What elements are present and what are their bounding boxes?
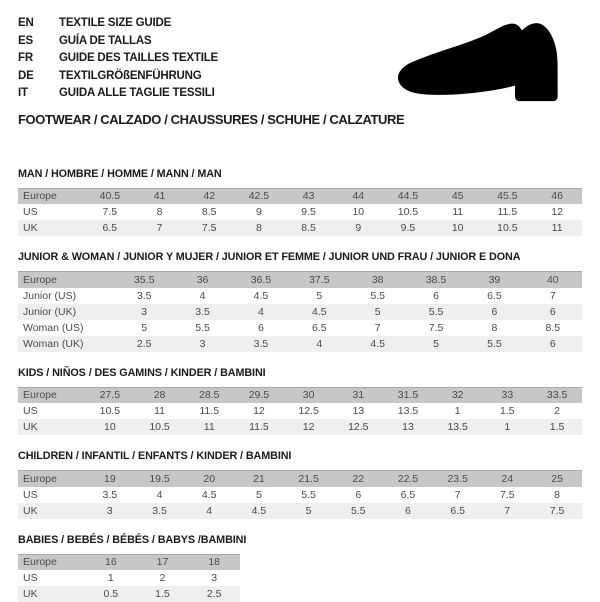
section-title-babies: BABIES / BEBÉS / BÉBÉS / BABYS /BAMBINI: [18, 534, 582, 547]
size-table-children: [18, 470, 582, 519]
size-cell: 24: [483, 471, 533, 487]
size-cell: 6: [383, 503, 433, 519]
size-cell: 1: [433, 403, 483, 419]
size-cell: 8: [465, 320, 523, 336]
size-cell: 4.5: [349, 336, 407, 352]
size-cell: 22: [333, 471, 383, 487]
size-cell: 10: [333, 204, 383, 220]
row-label: UK: [18, 220, 85, 236]
row-label: Junior (US): [18, 288, 115, 304]
size-cell: 13.5: [383, 403, 433, 419]
table-row: [18, 487, 582, 503]
size-cell: 28.5: [184, 387, 234, 403]
table-row: [18, 387, 582, 403]
size-cell: 5.5: [333, 503, 383, 519]
language-label: GUIDE DES TAILLES TEXTILE: [59, 50, 218, 68]
size-cell: 3: [173, 336, 231, 352]
size-cell: 9.5: [383, 220, 433, 236]
size-cell: 4.5: [184, 487, 234, 503]
row-label: Europe: [18, 471, 85, 487]
size-tables: [18, 168, 582, 602]
row-label: US: [18, 403, 85, 419]
size-cell: 6: [524, 336, 582, 352]
size-cell: 4: [135, 487, 185, 503]
size-section-children: [18, 450, 582, 519]
size-cell: 8.5: [524, 320, 582, 336]
size-table-junior-woman: [18, 271, 582, 352]
size-cell: 2.5: [115, 336, 173, 352]
size-cell: 25: [532, 471, 582, 487]
size-cell: 11: [433, 204, 483, 220]
table-row: [18, 204, 582, 220]
row-label: UK: [18, 419, 85, 435]
size-cell: 3: [85, 503, 135, 519]
size-cell: 27.5: [85, 387, 135, 403]
size-cell: 3.5: [135, 503, 185, 519]
size-cell: 1.5: [137, 586, 189, 602]
language-code: IT: [18, 85, 59, 103]
size-cell: 10.5: [483, 220, 533, 236]
row-label: Europe: [18, 387, 85, 403]
size-cell: 40.5: [85, 188, 135, 204]
size-cell: 4.5: [290, 304, 348, 320]
size-cell: 4: [290, 336, 348, 352]
row-label: Woman (US): [18, 320, 115, 336]
table-row: [18, 570, 240, 586]
language-code: EN: [18, 15, 59, 33]
size-cell: 31: [333, 387, 383, 403]
table-row: [18, 272, 582, 288]
language-label: GUIDA ALLE TAGLIE TESSILI: [59, 85, 215, 103]
size-cell: 5: [407, 336, 465, 352]
size-cell: 36.5: [232, 272, 290, 288]
size-cell: 19.5: [135, 471, 185, 487]
size-cell: 38: [349, 272, 407, 288]
size-cell: 8: [234, 220, 284, 236]
size-cell: 5.5: [173, 320, 231, 336]
size-cell: 7.5: [407, 320, 465, 336]
size-cell: 1.5: [483, 403, 533, 419]
section-title-kids: KIDS / NIÑOS / DES GAMINS / KINDER / BAMBINI: [18, 367, 582, 380]
size-cell: 7.5: [184, 220, 234, 236]
size-cell: 45.5: [483, 188, 533, 204]
row-label: US: [18, 570, 85, 586]
size-cell: 5: [349, 304, 407, 320]
size-cell: 4: [173, 288, 231, 304]
size-cell: 4: [232, 304, 290, 320]
size-cell: 10: [433, 220, 483, 236]
size-cell: 39: [465, 272, 523, 288]
size-cell: 7.5: [532, 503, 582, 519]
size-cell: 11: [135, 403, 185, 419]
section-title-children: CHILDREN / INFANTIL / ENFANTS / KINDER / BAMBINI: [18, 450, 582, 463]
size-cell: 9: [234, 204, 284, 220]
size-cell: 5.5: [349, 288, 407, 304]
size-cell: 2.5: [188, 586, 240, 602]
size-cell: 12: [234, 403, 284, 419]
size-cell: 8.5: [284, 220, 334, 236]
size-cell: 6.5: [433, 503, 483, 519]
row-label: US: [18, 204, 85, 220]
size-cell: 11.5: [184, 403, 234, 419]
size-cell: 6.5: [383, 487, 433, 503]
size-cell: 7: [135, 220, 185, 236]
size-cell: 4.5: [234, 503, 284, 519]
size-cell: 6: [524, 304, 582, 320]
shoe-icon: [392, 14, 578, 106]
size-cell: 38.5: [407, 272, 465, 288]
size-cell: 6: [232, 320, 290, 336]
size-cell: 4: [184, 503, 234, 519]
size-cell: 12: [532, 204, 582, 220]
size-cell: 41: [135, 188, 185, 204]
size-cell: 13.5: [433, 419, 483, 435]
size-cell: 7: [524, 288, 582, 304]
size-cell: 5: [234, 487, 284, 503]
size-cell: 11: [532, 220, 582, 236]
size-cell: 8: [532, 487, 582, 503]
size-table-babies: [18, 554, 240, 602]
size-cell: 44: [333, 188, 383, 204]
table-row: [18, 288, 582, 304]
size-cell: 3: [115, 304, 173, 320]
size-cell: 7: [349, 320, 407, 336]
size-cell: 42.5: [234, 188, 284, 204]
size-cell: 40: [524, 272, 582, 288]
row-label: Junior (UK): [18, 304, 115, 320]
row-label: UK: [18, 586, 85, 602]
size-cell: 16: [85, 554, 137, 570]
size-cell: 10.5: [383, 204, 433, 220]
size-cell: 5.5: [284, 487, 334, 503]
size-cell: 1: [483, 419, 533, 435]
size-cell: 2: [137, 570, 189, 586]
size-cell: 33.5: [532, 387, 582, 403]
size-cell: 3.5: [232, 336, 290, 352]
size-cell: 5.5: [465, 336, 523, 352]
size-cell: 3: [188, 570, 240, 586]
size-cell: 4.5: [232, 288, 290, 304]
size-cell: 11: [184, 419, 234, 435]
size-cell: 6: [333, 487, 383, 503]
size-cell: 11.5: [234, 419, 284, 435]
table-row: [18, 220, 582, 236]
size-cell: 7: [433, 487, 483, 503]
category-heading: FOOTWEAR / CALZADO / CHAUSSURES / SCHUHE / CALZATURE: [18, 112, 582, 127]
row-label: UK: [18, 503, 85, 519]
row-label: Woman (UK): [18, 336, 115, 352]
size-cell: 19: [85, 471, 135, 487]
size-cell: 17: [137, 554, 189, 570]
row-label: Europe: [18, 272, 115, 288]
size-cell: 6: [407, 288, 465, 304]
size-section-junior-woman: [18, 251, 582, 352]
size-cell: 35.5: [115, 272, 173, 288]
language-label: TEXTILGRÖßENFÜHRUNG: [59, 68, 202, 86]
size-cell: 9: [333, 220, 383, 236]
size-cell: 3.5: [173, 304, 231, 320]
size-cell: 10.5: [135, 419, 185, 435]
table-row: [18, 403, 582, 419]
size-cell: 6.5: [465, 288, 523, 304]
size-cell: 21.5: [284, 471, 334, 487]
table-row: [18, 336, 582, 352]
size-cell: 29.5: [234, 387, 284, 403]
size-cell: 8: [135, 204, 185, 220]
table-row: [18, 304, 582, 320]
size-cell: 30: [284, 387, 334, 403]
row-label: US: [18, 487, 85, 503]
row-label: Europe: [18, 188, 85, 204]
size-cell: 0.5: [85, 586, 137, 602]
size-cell: 12: [284, 419, 334, 435]
size-cell: 9.5: [284, 204, 334, 220]
size-cell: 10: [85, 419, 135, 435]
size-cell: 32: [433, 387, 483, 403]
size-cell: 5: [284, 503, 334, 519]
language-label: TEXTILE SIZE GUIDE: [59, 15, 171, 33]
size-cell: 12.5: [333, 419, 383, 435]
size-cell: 7.5: [85, 204, 135, 220]
size-cell: 7.5: [483, 487, 533, 503]
language-label: GUÍA DE TALLAS: [59, 33, 151, 51]
size-cell: 10.5: [85, 403, 135, 419]
size-cell: 28: [135, 387, 185, 403]
size-cell: 43: [284, 188, 334, 204]
size-cell: 6.5: [85, 220, 135, 236]
row-label: Europe: [18, 554, 85, 570]
size-table-man: [18, 188, 582, 237]
size-cell: 13: [333, 403, 383, 419]
language-code: DE: [18, 68, 59, 86]
size-section-man: [18, 168, 582, 237]
size-cell: 1.5: [532, 419, 582, 435]
size-cell: 5: [290, 288, 348, 304]
size-cell: 5.5: [407, 304, 465, 320]
size-cell: 5: [115, 320, 173, 336]
section-title-man: MAN / HOMBRE / HOMME / MANN / MAN: [18, 168, 582, 181]
section-title-junior-woman: JUNIOR & WOMAN / JUNIOR Y MUJER / JUNIOR ET FEMME / JUNIOR UND FRAU / JUNIOR E DONA: [18, 251, 582, 264]
table-row: [18, 419, 582, 435]
table-row: [18, 320, 582, 336]
size-cell: 3.5: [115, 288, 173, 304]
size-cell: 8.5: [184, 204, 234, 220]
size-cell: 21: [234, 471, 284, 487]
table-row: [18, 188, 582, 204]
size-cell: 31.5: [383, 387, 433, 403]
size-cell: 44.5: [383, 188, 433, 204]
language-code: ES: [18, 33, 59, 51]
size-cell: 45: [433, 188, 483, 204]
size-cell: 37.5: [290, 272, 348, 288]
size-cell: 20: [184, 471, 234, 487]
size-cell: 6: [465, 304, 523, 320]
size-cell: 12.5: [284, 403, 334, 419]
size-cell: 1: [85, 570, 137, 586]
size-cell: 11.5: [483, 204, 533, 220]
size-cell: 3.5: [85, 487, 135, 503]
size-cell: 7: [483, 503, 533, 519]
table-row: [18, 503, 582, 519]
size-cell: 18: [188, 554, 240, 570]
size-cell: 23.5: [433, 471, 483, 487]
table-row: [18, 471, 582, 487]
size-cell: 46: [532, 188, 582, 204]
size-cell: 22.5: [383, 471, 433, 487]
table-row: [18, 554, 240, 570]
language-code: FR: [18, 50, 59, 68]
size-cell: 42: [184, 188, 234, 204]
size-table-kids: [18, 387, 582, 436]
size-cell: 13: [383, 419, 433, 435]
size-cell: 6.5: [290, 320, 348, 336]
size-section-babies: [18, 534, 582, 602]
size-cell: 2: [532, 403, 582, 419]
size-cell: 33: [483, 387, 533, 403]
size-section-kids: [18, 367, 582, 436]
size-cell: 36: [173, 272, 231, 288]
